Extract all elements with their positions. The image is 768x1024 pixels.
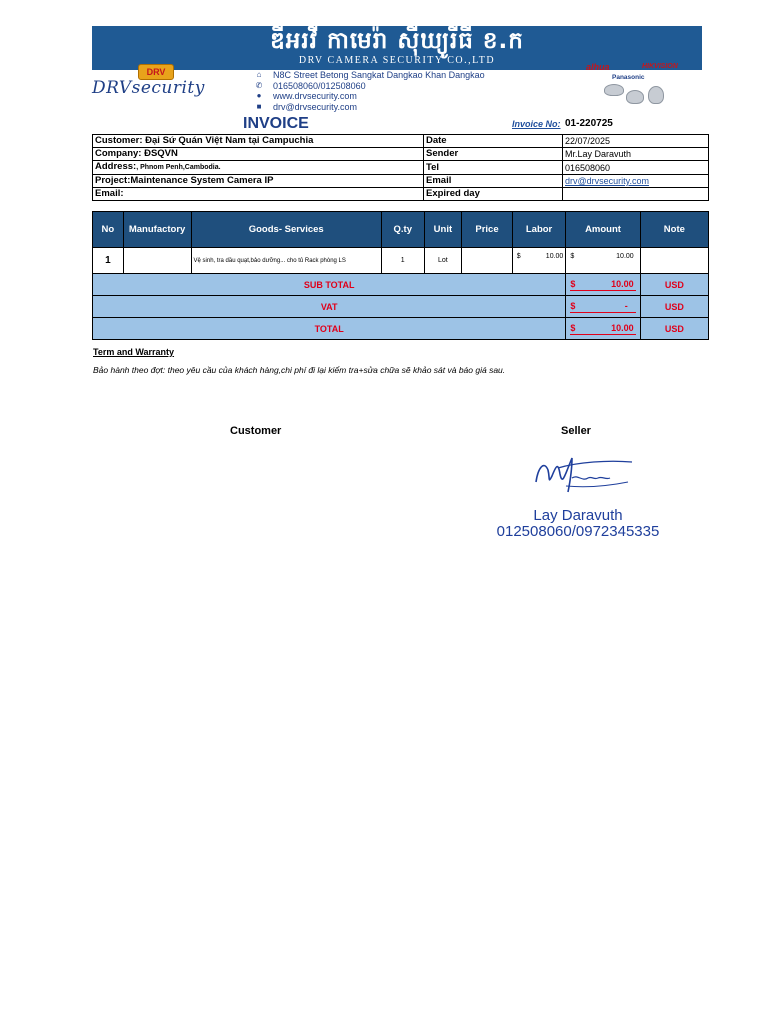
col-amount: Amount (566, 212, 640, 248)
col-goods: Goods- Services (191, 212, 381, 248)
subtotal-amount (566, 274, 640, 296)
customer-info-table (92, 134, 709, 201)
tel-label: Tel (424, 161, 563, 175)
customer-email: Email: (93, 188, 424, 201)
row-no: 1 (93, 248, 124, 274)
expired-value (563, 188, 709, 201)
total-unit: USD (640, 318, 708, 340)
camera-icon (626, 90, 644, 104)
invoice-number: 01-220725 (565, 118, 613, 129)
company-address: N8C Street Betong Sangkat Dangkao Khan Dangkao (273, 70, 485, 80)
col-note: Note (640, 212, 708, 248)
seller-signature (528, 448, 638, 498)
mail-icon: ■ (256, 101, 262, 111)
contact-block (254, 70, 485, 112)
panasonic-logo: Panasonic (612, 74, 645, 81)
date-value: 22/07/2025 (563, 135, 709, 148)
vat-value: - (624, 301, 628, 311)
vat-unit: USD (640, 296, 708, 318)
camera-icon (648, 86, 664, 104)
terms-heading: Term and Warranty (93, 347, 175, 357)
table-row (93, 248, 709, 274)
row-price (462, 248, 513, 274)
customer-signature-label: Customer (230, 425, 282, 437)
amount-value: 10.00 (616, 253, 634, 260)
company-logo (92, 62, 232, 106)
labor-value: 10.00 (545, 253, 564, 260)
invoice-title: INVOICE (243, 115, 309, 132)
company-website: www.drvsecurity.com (273, 91, 357, 101)
seller-email-link[interactable]: drv@drvsecurity.com (565, 176, 649, 186)
goods-table-header (93, 212, 709, 248)
row-goods: Vệ sinh, tra dầu quạt,bảo dưỡng... cho tủ Rack phòng LS (191, 248, 381, 274)
customer-address (93, 161, 424, 175)
subtotal-label: SUB TOTAL (93, 274, 566, 296)
vat-row (93, 296, 709, 318)
vat-amount (566, 296, 640, 318)
logo-text: DRVsecurity (92, 78, 205, 98)
date-label: Date (424, 135, 563, 148)
goods-table (92, 211, 709, 340)
row-qty: 1 (381, 248, 424, 274)
company-name: DRV CAMERA SECURITY CO.,LTD (298, 55, 496, 66)
subtotal-row (93, 274, 709, 296)
row-manufactory (123, 248, 191, 274)
phone-icon: ✆ (255, 80, 263, 90)
col-manufactory: Manufactory (123, 212, 191, 248)
customer-name: Customer: Đại Sứ Quán Việt Nam tại Campuchia (93, 135, 424, 148)
hikvision-logo: HIKVISION (642, 63, 678, 70)
amount-currency: $ (570, 253, 575, 260)
row-unit: Lot (424, 248, 462, 274)
sender-label: Sender (424, 148, 563, 161)
total-amount (566, 318, 640, 340)
company-phone: 016508060/012508060 (273, 80, 366, 91)
customer-company: Company: ĐSQVN (93, 148, 424, 161)
expired-label: Expired day (424, 188, 563, 201)
total-row (93, 318, 709, 340)
home-icon: ⌂ (256, 70, 262, 79)
camera-icon (604, 84, 624, 96)
col-labor: Labor (512, 212, 566, 248)
subtotal-currency: $ (570, 279, 576, 289)
terms-text: Bảo hành theo đợt: theo yêu cầu của khách hàng,chi phí đi lại kiểm tra+sửa chữa sẽ khảo sát và báo giá sau. (93, 365, 506, 375)
col-unit: Unit (424, 212, 462, 248)
total-value: 10.00 (611, 323, 634, 333)
globe-icon: ● (256, 91, 262, 100)
row-note (640, 248, 708, 274)
brand-logos (582, 62, 692, 108)
khmer-company-title: ឌីអរវី កាមេរ៉ា ស៊ីឃ្យូរីធី ខ.ក (270, 28, 524, 54)
customer-project: Project:Maintenance System Camera IP (93, 175, 424, 188)
row-labor (512, 248, 566, 274)
total-label: TOTAL (93, 318, 566, 340)
labor-currency: $ (516, 253, 521, 260)
col-no: No (93, 212, 124, 248)
col-price: Price (462, 212, 513, 248)
vat-label: VAT (93, 296, 566, 318)
invoice-number-label: Invoice No: (512, 119, 561, 129)
email-value-cell (563, 175, 709, 188)
col-qty: Q.ty (381, 212, 424, 248)
logo-badge: DRV (138, 64, 174, 80)
row-amount (566, 248, 640, 274)
email-label: Email (424, 175, 563, 188)
sender-value: Mr.Lay Daravuth (563, 148, 709, 161)
address-label: Address: (95, 161, 137, 172)
vat-currency: $ (570, 301, 576, 311)
seller-signature-label: Seller (561, 425, 591, 437)
subtotal-value: 10.00 (611, 279, 634, 289)
subtotal-unit: USD (640, 274, 708, 296)
total-currency: $ (570, 323, 576, 333)
address-value: , Phnom Penh,Cambodia. (136, 164, 221, 171)
seller-phone: 012508060/0972345335 (496, 523, 660, 540)
seller-name: Lay Daravuth (533, 507, 623, 524)
company-email: drv@drvsecurity.com (273, 101, 357, 112)
tel-value: 016508060 (563, 161, 709, 175)
dahua-logo: alhua (586, 62, 610, 72)
